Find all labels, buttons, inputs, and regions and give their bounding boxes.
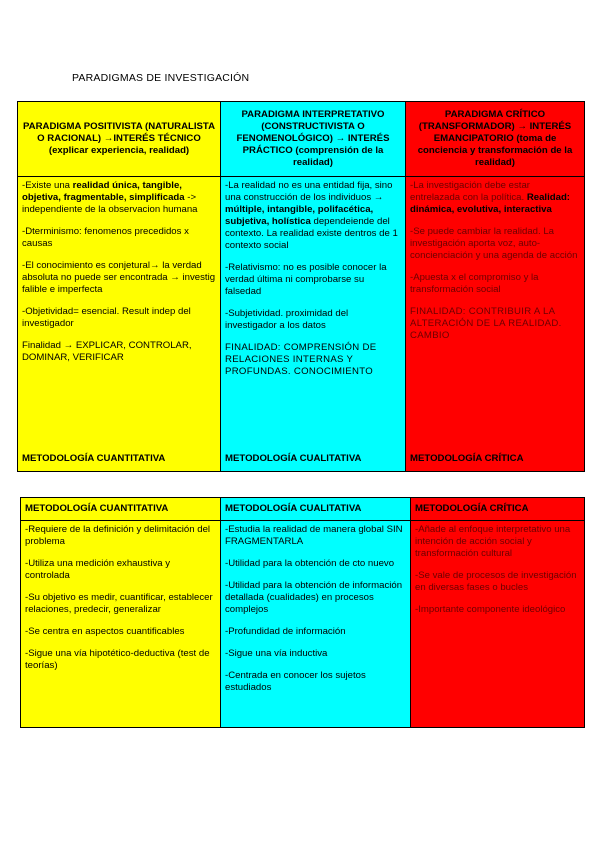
header-critical-methodology: METODOLOGÍA CRÍTICA (411, 498, 585, 521)
header-critical: PARADIGMA CRÍTICO (TRANSFORMADOR) → INTERÉS EMANCIPATORIO (toma de conciencia y transformación de la realidad) (406, 102, 585, 177)
critical-cell (406, 177, 585, 472)
list-item: -Requiere de la definición y delimitación del problema (25, 524, 211, 547)
list-item: -Se centra en aspectos cuantificables (25, 625, 185, 637)
interpretive-methodology-label: METODOLOGÍA CUALITATIVA (225, 453, 362, 465)
positivist-p4: -Objetividad= esencial. Result indep del investigador (22, 305, 191, 329)
list-item: -Centrada en conocer los sujetos estudiados (225, 669, 366, 693)
positivist-p1: -Existe una realidad única, tangible, objetiva, fragmentable, simplificada -> independiente de la observacion humana (22, 180, 198, 215)
header-positivist: PARADIGMA POSITIVISTA (NATURALISTA O RACIONAL) →INTERÉS TÉCNICO (explicar experiencia, realidad) (18, 102, 221, 177)
paradigms-table (17, 101, 585, 472)
critical-methodology-label: METODOLOGÍA CRÍTICA (410, 453, 524, 465)
methodologies-header-row (21, 498, 585, 521)
list-item: -Estudia la realidad de manera global SIN FRAGMENTARLA (225, 524, 403, 547)
document-title: PARADIGMAS DE INVESTIGACIÓN (72, 72, 250, 84)
positivist-methodology-label: METODOLOGÍA CUANTITATIVA (22, 453, 166, 465)
methodologies-body-row (21, 521, 585, 728)
methodologies-table (20, 497, 585, 728)
list-item: -Sigue una vía inductiva (225, 647, 328, 659)
list-item: -Profundidad de información (225, 625, 346, 637)
list-item: -Añade al enfoque interpretativo una intención de acción social y transformación cultural (415, 524, 571, 559)
critical-methodology-cell (411, 521, 585, 728)
list-item: -Se vale de procesos de investigación en diversas fases o bucles (415, 569, 577, 593)
list-item: -Sigue una vía hipotético-deductiva (test de teorías) (25, 647, 210, 671)
critical-p2: -Se puede cambiar la realidad. La investigación aporta voz, auto-concienciación y una agenda de acción (410, 225, 578, 261)
positivist-p2: -Dterminismo: fenomenos precedidos x causas (22, 225, 189, 249)
paradigms-body-row (18, 177, 585, 472)
interpretive-p1: -La realidad no es una entidad fija, sino una construcción de los individuos → múltiple, intangible, polifacética, subjetiva, holística dependeiende del contexto. La realidad existe dentros de 1 contexto social (225, 180, 398, 251)
interpretive-p3: -Subjetividad. proximidad del investigador a los datos (225, 307, 349, 331)
header-quantitative: METODOLOGÍA CUANTITATIVA (21, 498, 221, 521)
header-interpretive: PARADIGMA INTERPRETATIVO (CONSTRUCTIVISTA O FENOMENOLÓGICO) → INTERÉS PRÁCTICO (comprensión de la realidad) (221, 102, 406, 177)
critical-p4: FINALIDAD: CONTRIBUIR A LA ALTERACIÓN DE LA REALIDAD. CAMBIO (410, 305, 562, 341)
qualitative-cell (221, 521, 411, 728)
quantitative-cell (21, 521, 221, 728)
paradigms-header-row (18, 102, 585, 177)
list-item: -Su objetivo es medir, cuantificar, establecer relaciones, predecir, generalizar (25, 591, 213, 615)
positivist-cell (18, 177, 221, 472)
header-qualitative: METODOLOGÍA CUALITATIVA (221, 498, 411, 521)
list-item: -Importante componente ideológico (415, 603, 566, 615)
critical-p3: -Apuesta x el compromiso y la transformación social (410, 271, 539, 295)
list-item: -Utilidad para la obtención de cto nuevo (225, 557, 395, 569)
interpretive-p2: -Relativismo: no es posible conocer la verdad última ni comprobarse su falsedad (225, 261, 387, 297)
interpretive-cell (221, 177, 406, 472)
positivist-p3: -El conocimiento es conjetural→ la verdad absoluta no puede ser encontrada → investig falible e imperfecta (22, 259, 216, 295)
positivist-p5: Finalidad → EXPLICAR, CONTROLAR, DOMINAR, VERIFICAR (22, 339, 192, 363)
critical-p1: -La investigación debe estar entrelazada con la política. Realidad: dinámica, evolutiva, interactiva (410, 180, 570, 215)
list-item: -Utiliza una medición exhaustiva y controlada (25, 557, 171, 581)
interpretive-p4: FINALIDAD: COMPRENSIÓN DE RELACIONES INTERNAS Y PROFUNDAS. CONOCIMIENTO (225, 341, 377, 377)
list-item: -Utilidad para la obtención de información detallada (cualidades) en procesos complejos (225, 579, 403, 615)
